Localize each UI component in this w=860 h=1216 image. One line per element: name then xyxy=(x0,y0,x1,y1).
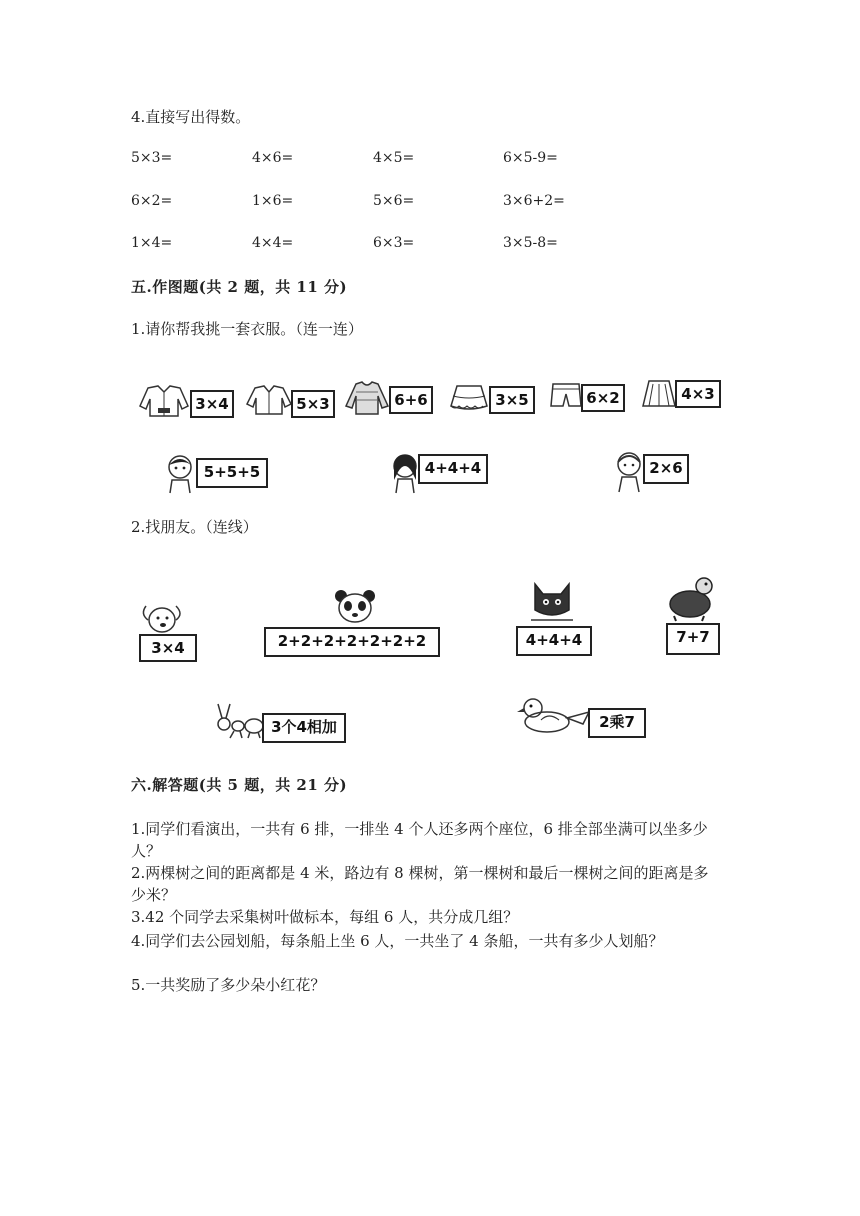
calc-item: 3×5-8= xyxy=(503,235,558,251)
cat-icon xyxy=(527,580,577,624)
friend-card: 2+2+2+2+2+2+2 xyxy=(264,627,440,657)
panda-icon xyxy=(333,588,377,626)
boy-icon xyxy=(162,453,198,495)
kid-card: 2×6 xyxy=(643,454,689,484)
clothes-card: 6×2 xyxy=(581,384,625,412)
calc-item: 5×6= xyxy=(373,193,415,209)
clothes-card: 3×4 xyxy=(190,390,234,418)
answer-question: 5.一共奖励了多少朵小红花？ xyxy=(131,976,326,994)
calc-item: 4×6= xyxy=(252,150,294,166)
girl-icon xyxy=(388,452,422,494)
calc-item: 6×2= xyxy=(131,193,173,209)
friend-card: 7+7 xyxy=(666,623,720,655)
clothes-card: 6+6 xyxy=(389,386,433,414)
answer-question: 4.同学们去公园划船，每条船上坐 6 人，一共坐了 4 条船，一共有多少人划船？ xyxy=(131,932,664,950)
jacket-icon xyxy=(138,384,190,418)
calc-item: 6×3= xyxy=(373,235,415,251)
section6-heading: 六.解答题(共 5 题，共 21 分) xyxy=(131,776,348,794)
calc-item: 4×5= xyxy=(373,150,415,166)
section5-heading: 五.作图题(共 2 题，共 11 分) xyxy=(131,278,348,296)
friend-card: 3个4相加 xyxy=(262,713,346,743)
q5-1-prompt: 1.请你帮我挑一套衣服。（连一连） xyxy=(131,320,363,338)
friend-card: 2乘7 xyxy=(588,708,646,738)
clothes-card: 5×3 xyxy=(291,390,335,418)
skirt-icon xyxy=(641,378,677,410)
kid-card: 4+4+4 xyxy=(418,454,488,484)
clothes-card: 3×5 xyxy=(489,386,535,414)
calc-item: 5×3= xyxy=(131,150,173,166)
q5-2-prompt: 2.找朋友。（连线） xyxy=(131,518,258,536)
friend-card: 4+4+4 xyxy=(516,626,592,656)
ant-icon xyxy=(214,700,264,740)
q4-title: 4.直接写出得数。 xyxy=(131,108,251,126)
calc-item: 6×5-9= xyxy=(503,150,558,166)
kid-card: 5+5+5 xyxy=(196,458,268,488)
skirt-icon xyxy=(447,382,491,412)
friend-card: 3×4 xyxy=(139,634,197,662)
turtle-icon xyxy=(664,576,716,622)
clothes-card: 4×3 xyxy=(675,380,721,408)
answer-question: 1.同学们看演出，一共有 6 排，一排坐 4 个人还多两个座位，6 排全部坐满可以坐多少人？ xyxy=(131,820,708,860)
answer-question: 2.两棵树之间的距离都是 4 米，路边有 8 棵树，第一棵树和最后一棵树之间的距离是多少米？ xyxy=(131,864,709,904)
bird-icon xyxy=(517,694,591,738)
calc-item: 4×4= xyxy=(252,235,294,251)
calc-item: 1×6= xyxy=(252,193,294,209)
answer-question: 3.42 个同学去采集树叶做标本，每组 6 人，共分成几组？ xyxy=(131,908,519,926)
shorts-icon xyxy=(549,380,583,410)
jacket-icon xyxy=(245,384,293,416)
calc-item: 3×6+2= xyxy=(503,193,565,209)
calc-item: 1×4= xyxy=(131,235,173,251)
child-icon xyxy=(612,450,646,494)
sweater-icon xyxy=(344,380,390,416)
puppy-icon xyxy=(136,598,186,638)
